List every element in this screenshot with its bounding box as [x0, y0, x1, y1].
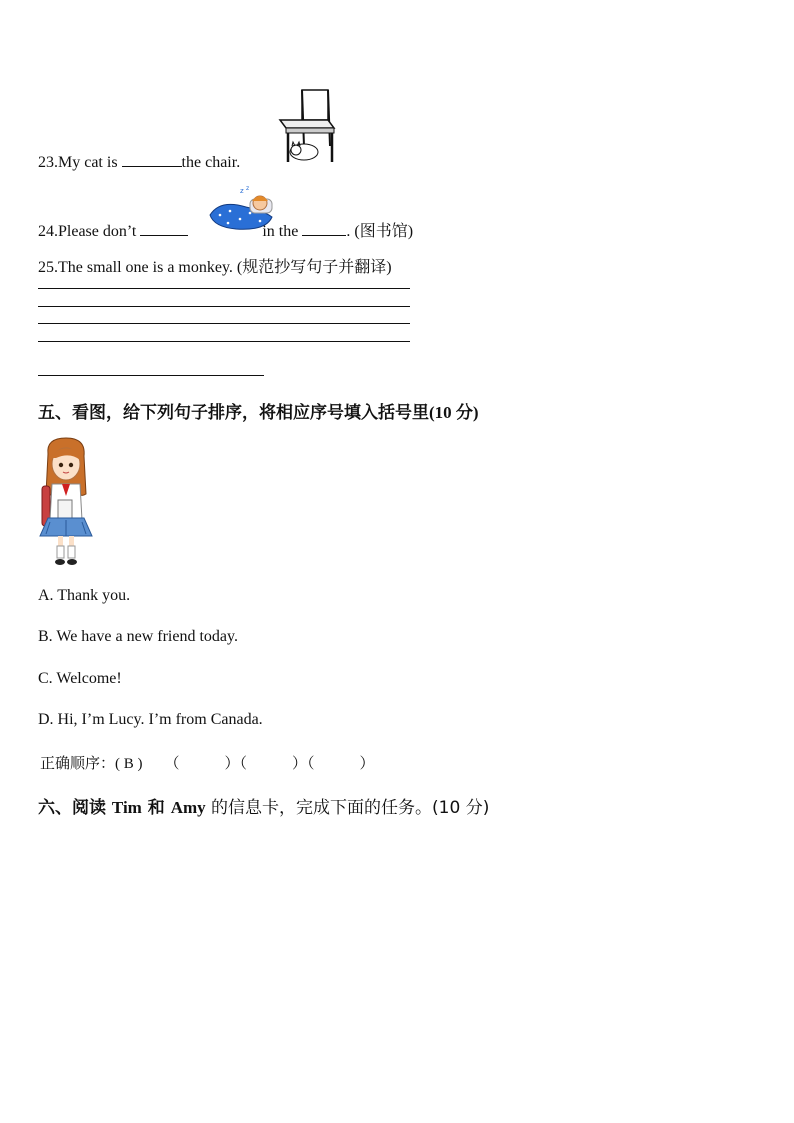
writing-line-1[interactable]	[38, 288, 410, 289]
section-6-b: 和	[141, 798, 171, 818]
q23-before: My cat is	[58, 154, 122, 171]
section-6-amy: Amy	[170, 798, 206, 817]
schoolgirl-illustration	[36, 436, 96, 572]
q24-middle: in the	[262, 223, 303, 240]
svg-text:z: z	[240, 187, 244, 195]
section-6-c: 的信息卡，完成下面的任务。(10 分)	[205, 798, 490, 818]
section-5-title: 五、看图，给下列句子排序，将相应序号填入括号里	[38, 403, 429, 423]
section-5-score: (10 分)	[429, 403, 479, 422]
option-c: C. Welcome!	[38, 670, 122, 687]
order-label: 正确顺序：	[40, 754, 116, 772]
option-b: B. We have a new friend today.	[38, 628, 238, 645]
q24-blank-2[interactable]	[302, 221, 346, 236]
order-answer-line	[40, 752, 375, 773]
q25-number: 25.	[38, 259, 58, 276]
q24-after: . (图书馆)	[346, 223, 414, 240]
section-5-heading	[38, 398, 479, 423]
section-6-heading	[38, 793, 489, 818]
q23-number: 23.	[38, 154, 58, 171]
section-6-a: 六、阅读	[38, 798, 112, 818]
writing-line-2[interactable]	[38, 306, 410, 307]
writing-line-5[interactable]	[38, 375, 264, 376]
writing-line-3[interactable]	[38, 323, 410, 324]
q24-blank-1[interactable]	[140, 221, 188, 236]
order-slot-1[interactable]: （ ）	[164, 754, 240, 772]
order-given: ( B )	[115, 756, 143, 772]
order-slot-2[interactable]: （ ）	[239, 754, 308, 772]
section-6-tim: Tim	[111, 798, 142, 817]
writing-line-4[interactable]	[38, 341, 410, 342]
q23-blank[interactable]	[122, 152, 182, 167]
question-23	[38, 152, 240, 172]
q24-number: 24.	[38, 223, 58, 240]
q23-after: the chair.	[181, 154, 241, 171]
order-slot-3[interactable]: （ ）	[307, 754, 375, 772]
question-25	[38, 254, 392, 277]
question-24	[38, 218, 413, 241]
option-d: D. Hi, I’m Lucy. I’m from Canada.	[38, 711, 263, 728]
option-a: A. Thank you.	[38, 587, 131, 604]
q25-text: The small one is a monkey. (规范抄写句子并翻译)	[58, 259, 392, 276]
q24-before: Please don’t	[58, 223, 141, 240]
svg-text:z: z	[246, 185, 250, 192]
chair-cat-illustration	[276, 86, 336, 166]
